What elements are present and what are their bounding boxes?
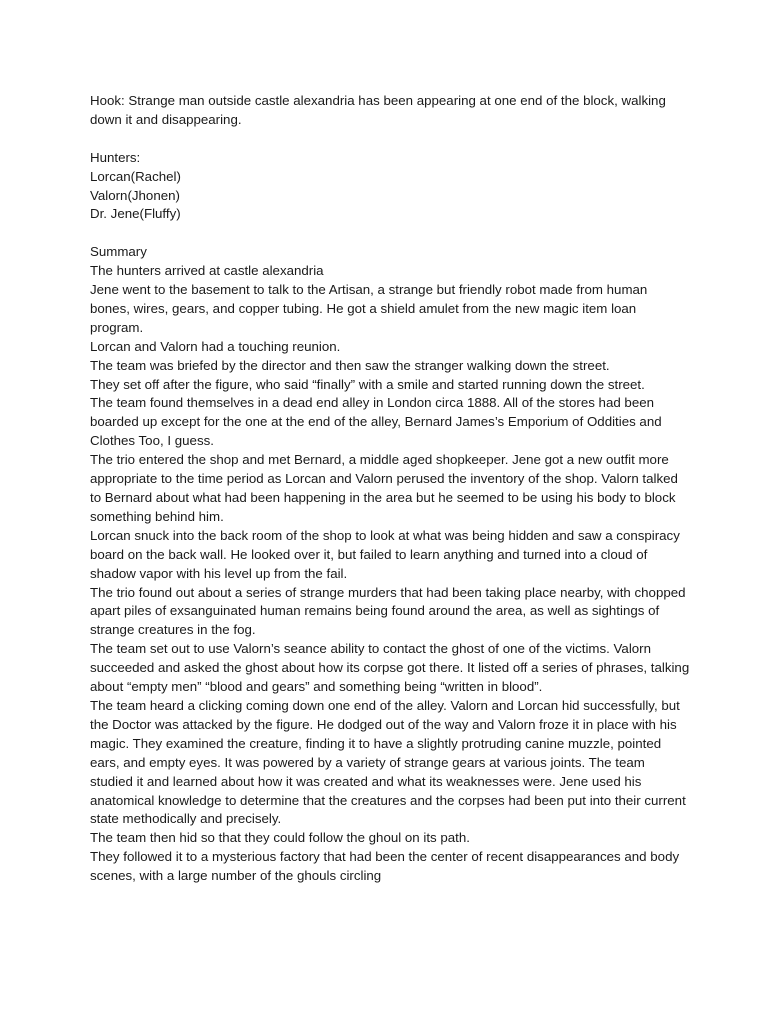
summary-paragraph: The team found themselves in a dead end alley in London circa 1888. All of the stores had been boarded up except for the one at the end of the alley, Bernard James’s Emporium of Oddities and Clothes Too, I guess. <box>90 395 662 449</box>
hunter-item: Dr. Jene(Fluffy) <box>90 206 181 222</box>
summary-paragraph: They set off after the figure, who said “finally” with a smile and started running down the street. <box>90 376 645 392</box>
summary-paragraph: The team set out to use Valorn’s seance ability to contact the ghost of one of the victims. Valorn succeeded and asked the ghost about how its corpse got there. It listed off a series of phrases, talking about “empty men” “blood and gears” and something being “written in blood”. <box>90 641 690 695</box>
summary-paragraph: They followed it to a mysterious factory that had been the center of recent disappearances and body scenes, with a large number of the ghouls circling <box>90 849 680 884</box>
summary-paragraph: Lorcan and Valorn had a touching reunion. <box>90 338 341 354</box>
summary-paragraph: The team was briefed by the director and then saw the stranger walking down the street. <box>90 357 610 373</box>
summary-paragraph: The trio entered the shop and met Bernard, a middle aged shopkeeper. Jene got a new outfit more appropriate to the time period as Lorcan and Valorn perused the inventory of the shop. Valorn talked to Bernard about what had been happening in the area but he seemed to be using his body to block something behind him. <box>90 452 678 524</box>
hunter-item: Valorn(Jhonen) <box>90 187 180 203</box>
document-body <box>90 92 690 886</box>
spacer <box>90 224 690 243</box>
summary-paragraph: The hunters arrived at castle alexandria <box>90 263 324 279</box>
hook-paragraph: Hook: Strange man outside castle alexandria has been appearing at one end of the block, walking down it and disappearing. <box>90 93 666 127</box>
summary-paragraph: The trio found out about a series of strange murders that had been taking place nearby, with chopped apart piles of exsanguinated human remains being found around the area, as well as sightings of strange creatures in the fog. <box>90 584 686 638</box>
summary-paragraph: The team heard a clicking coming down one end of the alley. Valorn and Lorcan hid successfully, but the Doctor was attacked by the figure. He dodged out of the way and Valorn froze it in place with his magic. They examined the creature, finding it to have a slightly protruding canine muzzle, pointed ears, and empty eyes. It was powered by a variety of strange gears at various joints. The team studied it and learned about how it was created and what its weaknesses were. Jene used his anatomical knowledge to determine that the creatures and the corpses had been put into their current state methodically and precisely. <box>90 697 686 827</box>
hunter-item: Lorcan(Rachel) <box>90 168 181 184</box>
summary-heading: Summary <box>90 244 147 260</box>
summary-paragraph: Lorcan snuck into the back room of the shop to look at what was being hidden and saw a conspiracy board on the back wall. He looked over it, but failed to learn anything and turned into a cloud of shadow vapor with his level up from the fail. <box>90 527 680 581</box>
spacer <box>90 130 690 149</box>
summary-paragraph: Jene went to the basement to talk to the Artisan, a strange but friendly robot made from human bones, wires, gears, and copper tubing. He got a shield amulet from the new magic item loan program. <box>90 282 648 335</box>
summary-paragraph: The team then hid so that they could follow the ghoul on its path. <box>90 830 470 846</box>
hunters-heading: Hunters: <box>90 149 141 165</box>
